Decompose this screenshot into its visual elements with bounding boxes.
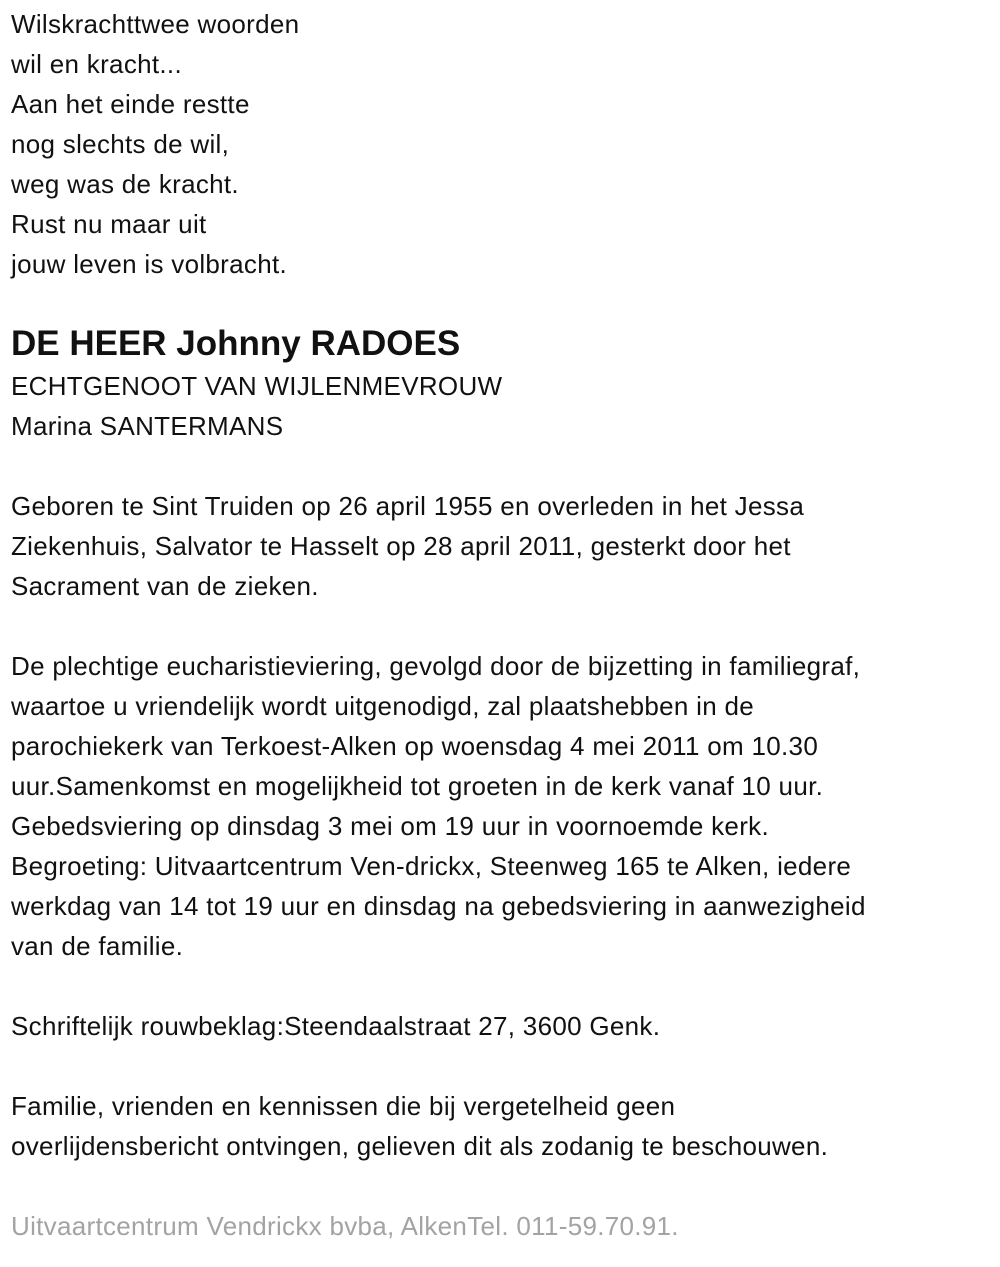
text-line: Schriftelijk rouwbeklag:Steendaalstraat 27, 3600 Genk. <box>11 1011 661 1041</box>
birth-death-paragraph <box>11 486 1000 606</box>
obituary-document <box>11 4 1000 1246</box>
text-line: De plechtige eucharistieviering, gevolgd door de bijzetting in familiegraf, <box>11 651 861 681</box>
text-line: Familie, vrienden en kennissen die bij vergetelheid geen <box>11 1091 676 1121</box>
poem-line: weg was de kracht. <box>11 169 239 199</box>
poem-line: wil en kracht... <box>11 49 182 79</box>
poem-line: Wilskrachttwee woorden <box>11 9 300 39</box>
text-line: Ziekenhuis, Salvator te Hasselt op 28 april 2011, gesterkt door het <box>11 531 791 561</box>
text-line: Sacrament van de zieken. <box>11 571 319 601</box>
poem-line: Rust nu maar uit <box>11 209 207 239</box>
funeral-home-footer <box>11 1206 1000 1246</box>
subtitle-line: Marina SANTERMANS <box>11 411 284 441</box>
text-line: Geboren te Sint Truiden op 26 april 1955 en overleden in het Jessa <box>11 491 805 521</box>
poem <box>11 4 1000 284</box>
condolence-address-paragraph <box>11 1006 1000 1046</box>
footer-text: Uitvaartcentrum Vendrickx bvba, AlkenTel. 011-59.70.91. <box>11 1211 679 1241</box>
text-line: parochiekerk van Terkoest-Alken op woensdag 4 mei 2011 om 10.30 <box>11 731 819 761</box>
poem-line: Aan het einde restte <box>11 89 250 119</box>
subtitle-line: ECHTGENOOT VAN WIJLENMEVROUW <box>11 371 503 401</box>
text-line: van de familie. <box>11 931 184 961</box>
text-line: overlijdensbericht ontvingen, gelieven dit als zodanig te beschouwen. <box>11 1131 829 1161</box>
poem-line: jouw leven is volbracht. <box>11 249 287 279</box>
notice-paragraph <box>11 1086 1000 1166</box>
subtitle <box>11 366 1000 446</box>
deceased-name-title: DE HEER Johnny RADOES <box>11 324 461 363</box>
text-line: waartoe u vriendelijk wordt uitgenodigd, zal plaatshebben in de <box>11 691 755 721</box>
poem-line: nog slechts de wil, <box>11 129 230 159</box>
text-line: Gebedsviering op dinsdag 3 mei om 19 uur in voornoemde kerk. <box>11 811 769 841</box>
text-line: Begroeting: Uitvaartcentrum Ven-drickx, Steenweg 165 te Alken, iedere <box>11 851 852 881</box>
text-line: uur.Samenkomst en mogelijkheid tot groeten in de kerk vanaf 10 uur. <box>11 771 824 801</box>
text-line: werkdag van 14 tot 19 uur en dinsdag na gebedsviering in aanwezigheid <box>11 891 866 921</box>
funeral-details-paragraph <box>11 646 1000 966</box>
